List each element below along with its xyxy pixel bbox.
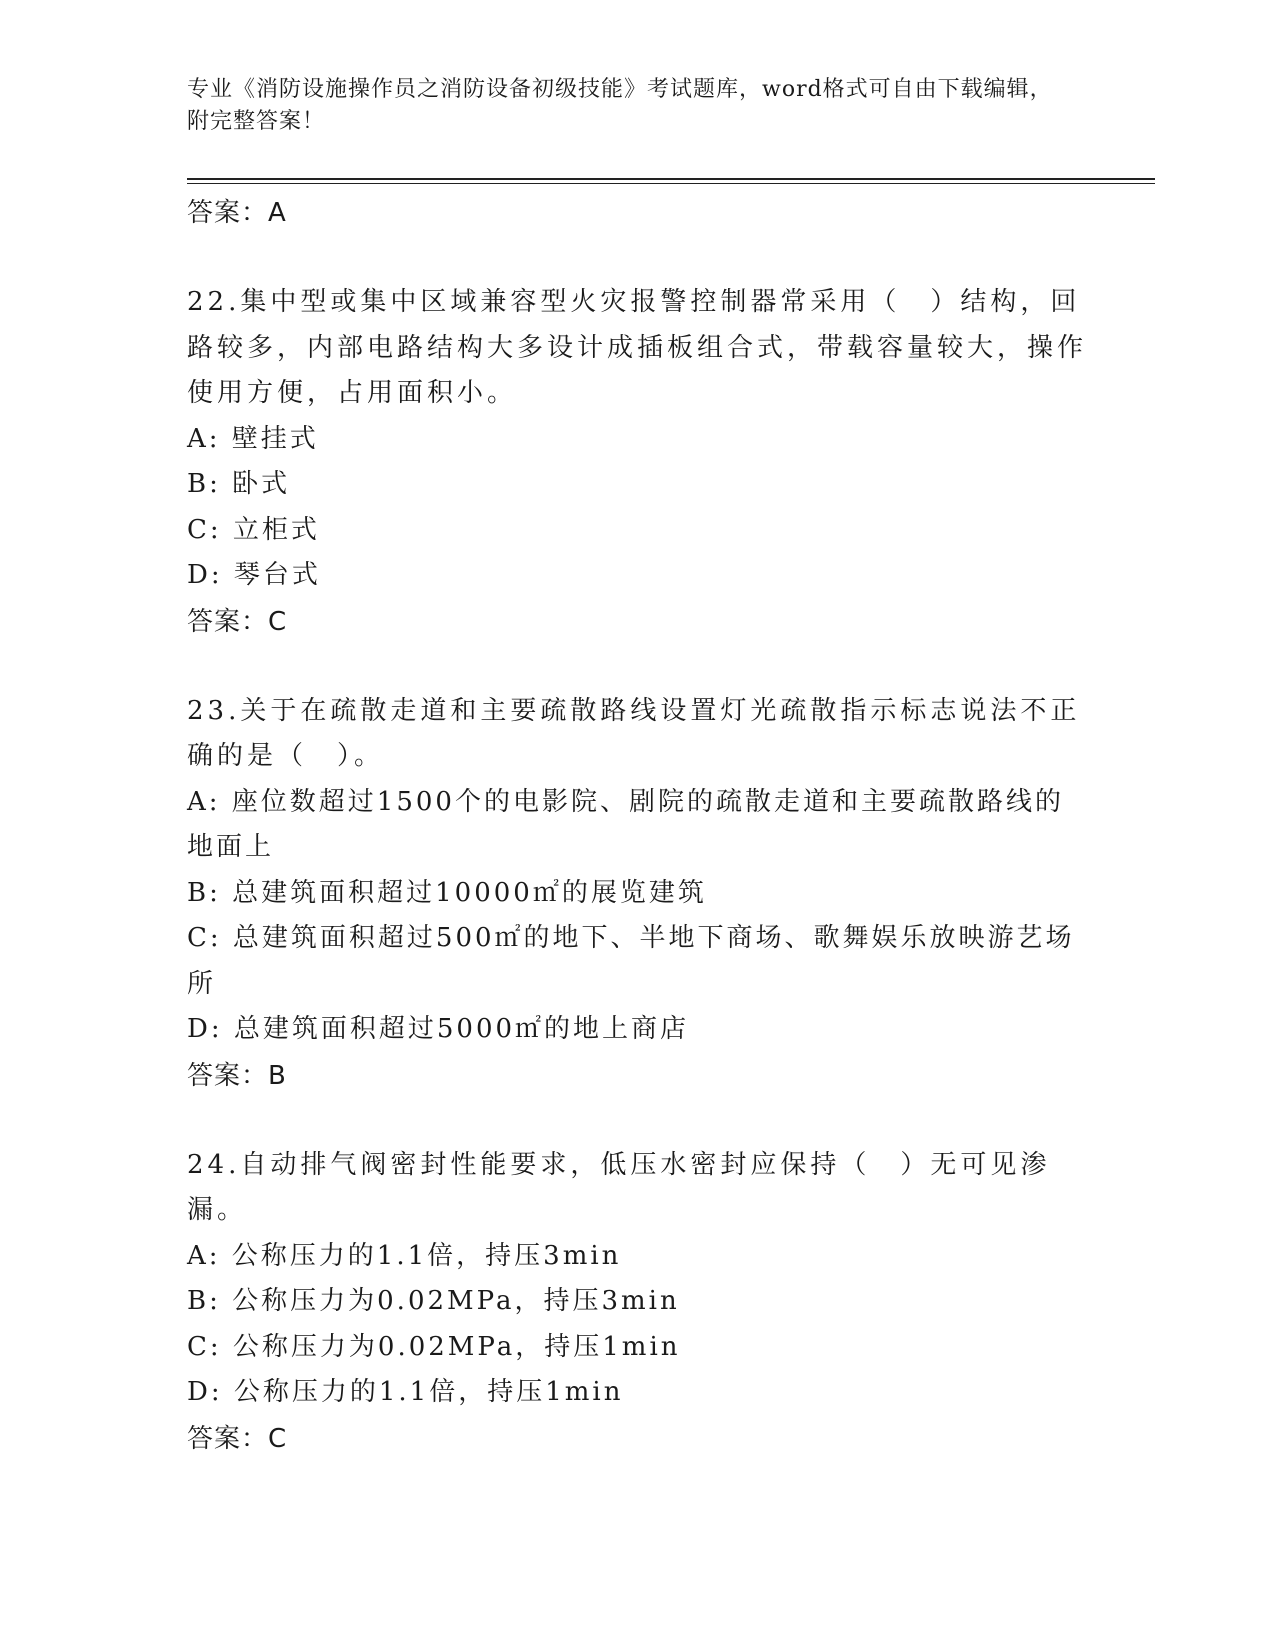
option-a: A: 座位数超过1500个的电影院、剧院的疏散走道和主要疏散路线的地面上	[187, 786, 1064, 862]
document-header: 专业《消防设施操作员之消防设备初级技能》考试题库，word格式可自由下载编辑，附完整答案！	[187, 77, 1053, 134]
option-a: A: 公称压力的1.1倍，持压3min	[187, 1240, 622, 1271]
option-d: D: 琴台式	[187, 560, 321, 590]
option-b: B: 公称压力为0.02MPa，持压3min	[187, 1286, 680, 1316]
answer-line: 答案：C	[187, 1423, 288, 1454]
question-content	[187, 190, 1087, 1462]
option-c: C: 总建筑面积超过500㎡的地下、半地下商场、歌舞娱乐放映游艺场所	[187, 923, 1075, 999]
answer-line: 答案：A	[187, 198, 287, 228]
question-block	[187, 689, 1087, 1099]
spacer	[187, 236, 1087, 280]
question-text: 23.关于在疏散走道和主要疏散路线设置灯光疏散指示标志说法不正确的是（ ）。	[187, 695, 1081, 771]
spacer	[187, 645, 1087, 689]
question-block	[187, 1143, 1087, 1462]
option-b: B: 卧式	[187, 469, 291, 499]
option-d: D: 总建筑面积超过5000㎡的地上商店	[187, 1014, 690, 1044]
header-divider-thick	[187, 178, 1155, 180]
answer-line: 答案：C	[187, 606, 288, 637]
question-text: 22.集中型或集中区域兼容型火灾报警控制器常采用（ ）结构，回路较多，内部电路结构大多设计成插板组合式，带载容量较大，操作使用方便，占用面积小。	[187, 287, 1088, 408]
spacer	[187, 1099, 1087, 1143]
question-block	[187, 280, 1087, 645]
option-d: D: 公称压力的1.1倍，持压1min	[187, 1377, 624, 1407]
option-b: B: 总建筑面积超过10000㎡的展览建筑	[187, 877, 707, 908]
option-a: A: 壁挂式	[187, 423, 319, 454]
answer-line: 答案：B	[187, 1060, 287, 1091]
option-c: C: 公称压力为0.02MPa，持压1min	[187, 1331, 681, 1362]
option-c: C: 立柜式	[187, 514, 320, 545]
question-text: 24.自动排气阀密封性能要求，低压水密封应保持（ ）无可见渗漏。	[187, 1149, 1051, 1225]
header-divider-thin	[187, 183, 1155, 184]
